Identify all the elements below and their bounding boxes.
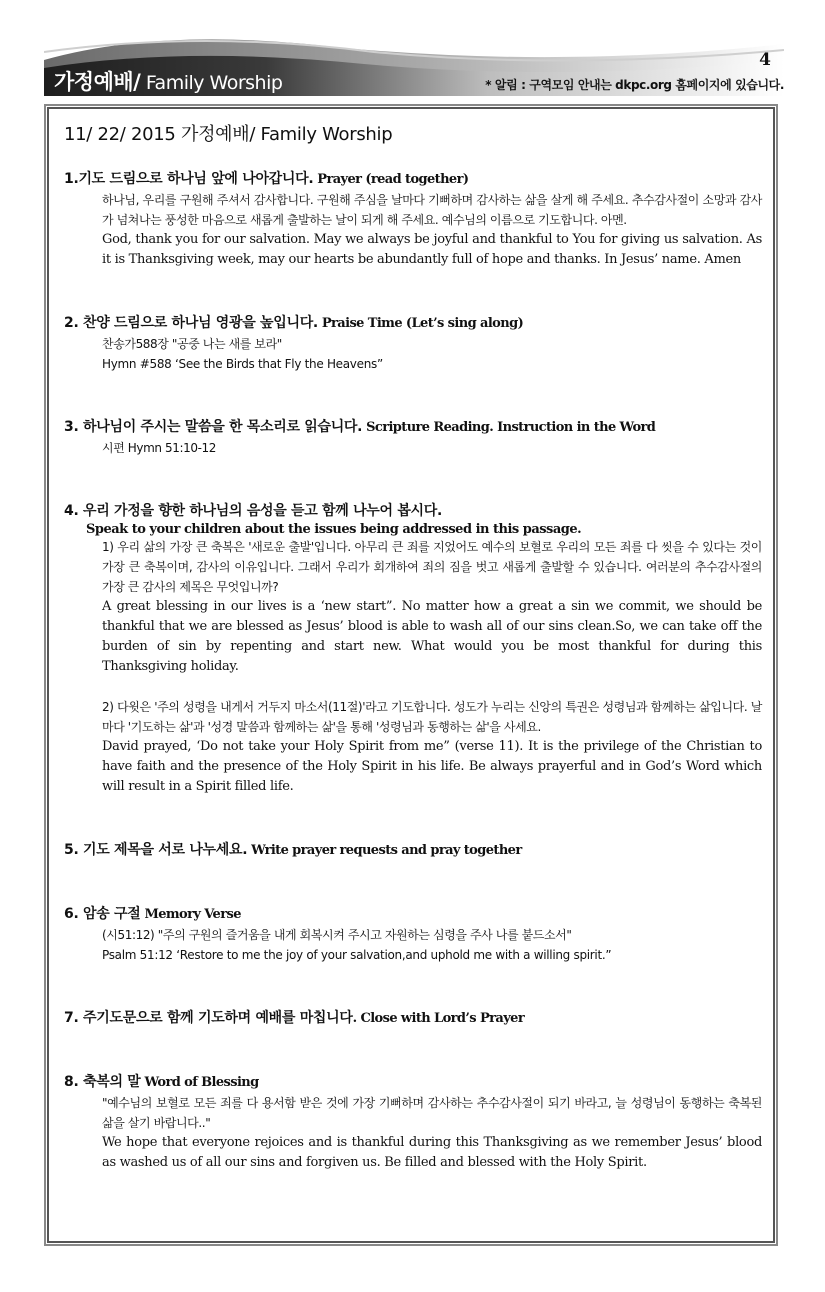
section-prayer	[64, 168, 762, 270]
heading-en: . Close with Lord’s Prayer	[352, 1011, 525, 1026]
paragraph-en: Psalm 51:12 ‘Restore to me the joy of your salvation,and uphold me with a willing spirit.”	[102, 948, 612, 962]
heading-ko: 6. 암송 구절	[64, 906, 141, 922]
heading-en: Write prayer requests and pray together	[247, 843, 522, 858]
section-scripture	[64, 416, 762, 458]
heading-ko: 5. 기도 제목을 서로 나누세요.	[64, 842, 248, 858]
heading-ko: 2. 찬양 드림으로 하나님 영광을 높입니다.	[64, 315, 318, 331]
section-heading: 4. 우리 가정을 향한 하나님의 음성을 듣고 함께 나누어 봅시다.	[64, 503, 443, 519]
paragraph-ko: "예수님의 보혈로 모든 죄를 다 용서함 받은 것에 가장 기뻐하며 감사하는 추수감사절이 되기 바라고, 늘 성령님이 동행하는 축복된 삶을 살기 바랍니다.."	[102, 1096, 762, 1130]
heading-ko: 8. 축복의 말	[64, 1074, 141, 1090]
section-memory-verse	[64, 903, 762, 965]
section-heading	[64, 1071, 762, 1091]
heading-en: Word of Blessing	[140, 1075, 259, 1090]
title-english: Family Worship	[140, 72, 283, 94]
section-blessing	[64, 1071, 762, 1173]
worship-content	[64, 120, 762, 1173]
section-heading	[64, 416, 762, 436]
heading-en: Scripture Reading. Instruction in the Word	[362, 420, 656, 435]
paragraph-en: God, thank you for our salvation. May we always be joyful and thankful to You for giving us salvation. As it is Thanksgiving week, may our hearts be abundantly full of hope and thanks. In Jesus’ name. Amen	[102, 232, 762, 267]
paragraph-ko: 1) 우리 삶의 가장 큰 축복은 '새로운 출발'입니다. 아무리 큰 죄를 지었어도 예수의 보혈로 우리의 모든 죄를 다 씻을 수 있다는 것이 가장 큰 축복이며, 감사의 이유입니다. 그래서 우리가 회개하여 죄의 짐을 벗고 새롭게 출발할 수 있습니다. 여러분의 추수감사절의 가장 큰 감사의 제목은 무엇입니까?	[102, 540, 762, 594]
notice-text: * 알림 : 구역모임 안내는 dkpc.org 홈페이지에 있습니다.	[485, 78, 784, 92]
paragraph-ko: 시편 Hymn 51:10-12	[102, 441, 217, 455]
section-title	[54, 66, 282, 96]
paragraph-ko: (시51:12) "주의 구원의 즐거움을 내게 회복시켜 주시고 자원하는 심령을 주사 나를 붙드소서"	[102, 928, 572, 942]
paragraph-ko: 찬송가588장 "공중 나는 새를 보라"	[102, 337, 282, 351]
section-closing	[64, 1007, 762, 1027]
heading-en: Praise Time (Let’s sing along)	[317, 316, 524, 331]
date-title: 11/ 22/ 2015 가정예배/ Family Worship	[64, 124, 393, 145]
paragraph-ko: 2) 다윗은 '주의 성령을 내게서 거두지 마소서(11절)'라고 기도합니다. 성도가 누리는 신앙의 특권은 성령님과 함께하는 삶입니다. 날마다 '기도하는 삶'과 '성경 말씀과 함께하는 삶'을 통해 '성령님과 동행하는 삶'을 사세요.	[102, 700, 762, 734]
paragraph-en: David prayed, ‘Do not take your Holy Spirit from me” (verse 11). It is the privilege of the Christian to have faith and the presence of the Holy Spirit in his life. Be always prayerful and in God’s Word which will result in a Spirit filled life.	[102, 739, 762, 794]
section-heading	[64, 312, 762, 332]
section-subheading: Speak to your children about the issues being addressed in this passage.	[86, 522, 582, 537]
heading-ko: 3. 하나님이 주시는 말씀을 한 목소리로 읽습니다.	[64, 419, 363, 435]
section-heading	[64, 903, 762, 923]
section-heading	[64, 168, 762, 188]
page-number: 4	[759, 50, 771, 70]
section-prayer-requests	[64, 839, 762, 859]
paragraph-en: Hymn #588 ‘See the Birds that Fly the Heavens”	[102, 357, 383, 371]
section-heading	[64, 839, 762, 859]
heading-en: Memory Verse	[140, 907, 241, 922]
title-korean: 가정예배/	[54, 70, 141, 94]
paragraph-en: We hope that everyone rejoices and is thankful during this Thanksgiving as we remember Jesus’ blood as washed us of all our sins and forgiven us. Be filled and blessed with the Holy Spirit.	[102, 1135, 762, 1170]
heading-ko: 1.기도 드림으로 하나님 앞에 나아갑니다.	[64, 171, 314, 187]
paragraph-en: A great blessing in our lives is a ‘new start”. No matter how a great a sin we commit, we should be thankful that we are blessed as Jesus’ blood is able to wash all of our sins clean.So, we can take off the burden of sin by repenting and start new. What would you be most thankful for during this Thanksgiving holiday.	[102, 599, 762, 674]
paragraph-ko: 하나님, 우리를 구원해 주셔서 감사합니다. 구원해 주심을 날마다 기뻐하며 감사하는 삶을 살게 해 주세요. 추수감사절이 소망과 감사가 넘쳐나는 풍성한 마음으로 새롭게 출발하는 날이 되게 해 주세요. 예수님의 이름으로 기도합니다. 아멘.	[102, 193, 762, 227]
heading-en: Prayer (read together)	[313, 172, 469, 187]
heading-ko: 7. 주기도문으로 함께 기도하며 예배를 마칩니다	[64, 1010, 353, 1026]
section-discussion	[64, 500, 762, 797]
section-heading	[64, 1007, 762, 1027]
section-praise	[64, 312, 762, 374]
